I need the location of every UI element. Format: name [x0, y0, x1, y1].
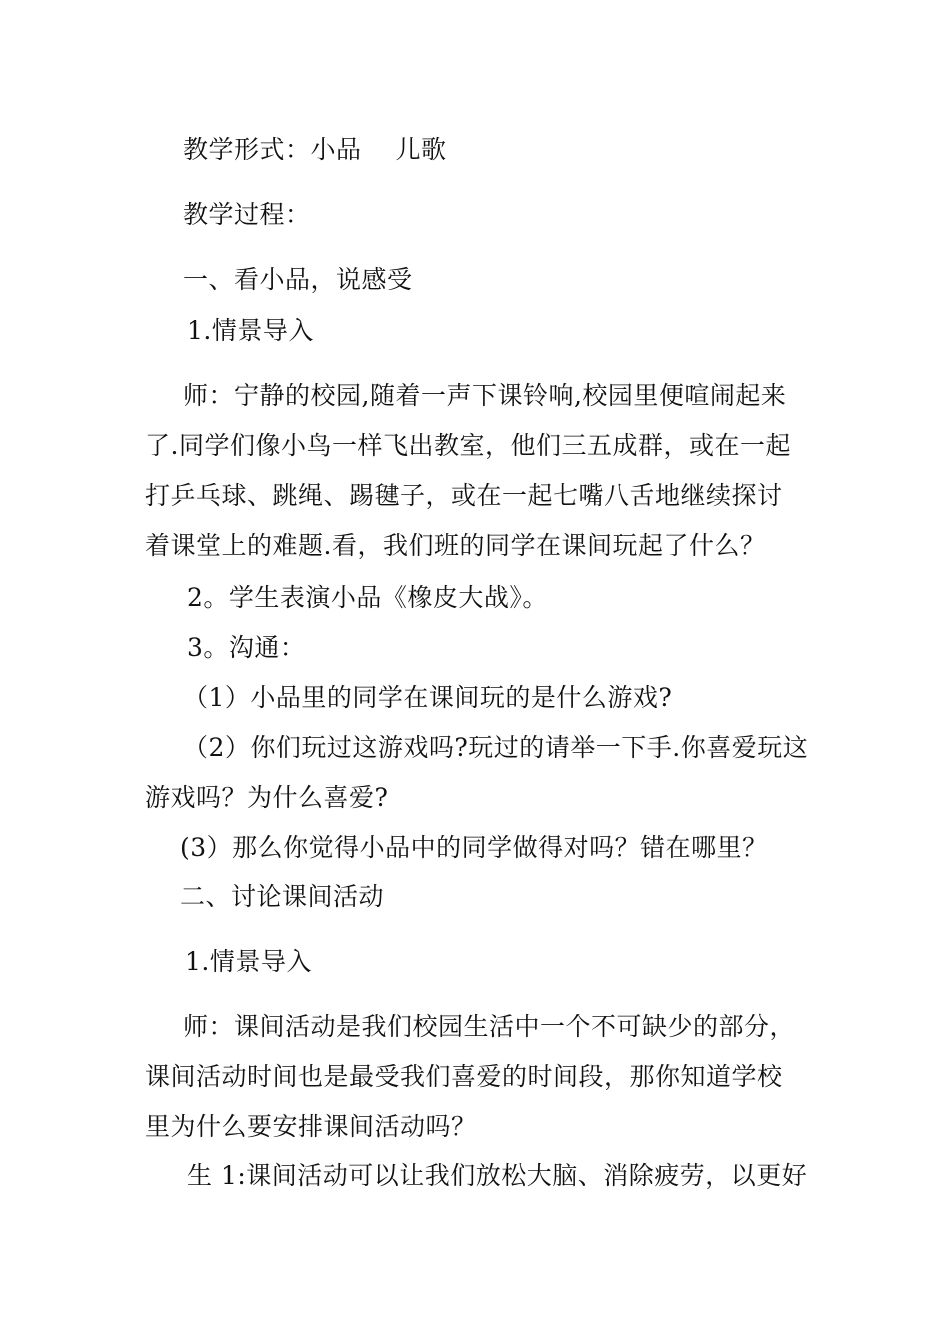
question-2: （2）你们玩过这游戏吗?玩过的请举一下手.你喜爱玩这	[183, 733, 809, 762]
question-2-continued: 游戏吗？为什么喜爱?	[145, 783, 389, 812]
teaching-form-label: 教学形式：小品	[183, 135, 362, 164]
paragraph-line: 师：课间活动是我们校园生活中一个不可缺少的部分，	[183, 1012, 796, 1041]
paragraph-line: 师：宁静的校园,随着一声下课铃响,校园里便喧闹起来	[183, 381, 787, 410]
paragraph-line: 课间活动时间也是最受我们喜爱的时间段，那你知道学校	[145, 1062, 783, 1091]
section-two-heading: 二、讨论课间活动	[180, 882, 385, 911]
question-1: （1）小品里的同学在课间玩的是什么游戏?	[183, 683, 673, 712]
item-student-performance: 2。学生表演小品《橡皮大战》。	[187, 583, 548, 612]
question-3: (3）那么你觉得小品中的同学做得对吗？错在哪里？	[180, 833, 768, 862]
section-one-heading: 一、看小品，说感受	[183, 265, 413, 294]
item-scene-intro-1: 1.情景导入	[187, 316, 314, 345]
paragraph-line: 了.同学们像小鸟一样飞出教室，他们三五成群，或在一起	[145, 431, 791, 460]
paragraph-line: 打乒乓球、跳绳、踢毽子，或在一起七嘴八舌地继续探讨	[145, 481, 783, 510]
item-communication: 3。沟通：	[187, 633, 306, 662]
paragraph-line: 里为什么要安排课间活动吗？	[145, 1112, 477, 1141]
student-answer-1: 生 1:课间活动可以让我们放松大脑、消除疲劳，以更好	[187, 1161, 808, 1190]
teaching-form-line	[183, 134, 447, 166]
teaching-process-heading: 教学过程：	[183, 200, 311, 229]
teaching-form-extra: 儿歌	[395, 135, 447, 164]
item-scene-intro-2: 1.情景导入	[185, 947, 312, 976]
paragraph-line: 着课堂上的难题.看，我们班的同学在课间玩起了什么？	[145, 531, 766, 560]
